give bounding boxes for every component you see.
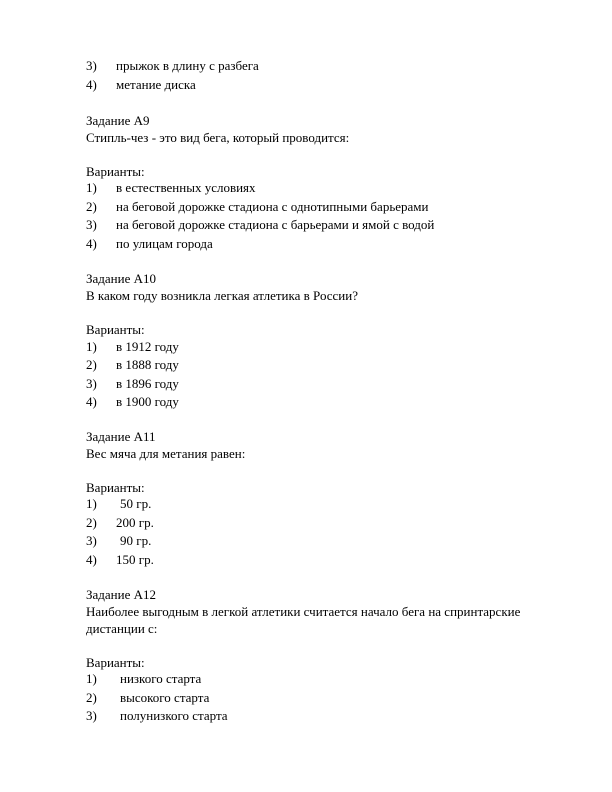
option-text: полунизкого старта <box>120 708 228 723</box>
option-text: высокого старта <box>120 690 210 705</box>
option-item <box>86 671 201 687</box>
option-number: 1) <box>86 671 97 686</box>
option-number: 2) <box>86 199 97 214</box>
task-question: дистанции с: <box>86 621 158 636</box>
option-number: 4) <box>86 552 97 567</box>
option-number: 3) <box>86 217 97 232</box>
option-number: 2) <box>86 515 97 530</box>
task-question: В каком году возникла легкая атлетика в России? <box>86 288 358 303</box>
option-number: 4) <box>86 77 97 92</box>
task-question: Стипль-чез - это вид бега, который проводится: <box>86 130 350 145</box>
option-text: 50 гр. <box>120 496 152 511</box>
option-item <box>86 533 151 549</box>
option-number: 3) <box>86 533 97 548</box>
option-text: метание диска <box>116 77 196 92</box>
option-text: в 1888 году <box>116 357 179 372</box>
option-item <box>86 58 259 74</box>
task-title: Задание А9 <box>86 113 150 128</box>
option-text: по улицам города <box>116 236 213 251</box>
option-item <box>86 394 179 410</box>
option-number: 2) <box>86 357 97 372</box>
variants-label: Варианты: <box>86 480 145 495</box>
option-text: на беговой дорожке стадиона с однотипными барьерами <box>116 199 429 214</box>
option-item <box>86 690 209 706</box>
variants-label: Варианты: <box>86 164 145 179</box>
option-number: 2) <box>86 690 97 705</box>
variants-label: Варианты: <box>86 322 145 337</box>
option-text: 150 гр. <box>116 552 154 567</box>
task-title: Задание А10 <box>86 271 156 286</box>
option-number: 4) <box>86 394 97 409</box>
option-number: 3) <box>86 58 97 73</box>
option-number: 4) <box>86 236 97 251</box>
option-item <box>86 376 179 392</box>
option-number: 3) <box>86 708 97 723</box>
option-item <box>86 515 154 531</box>
option-item <box>86 199 428 215</box>
option-item <box>86 552 154 568</box>
task-title: Задание А12 <box>86 587 156 602</box>
task-question: Наиболее выгодным в легкой атлетики считается начало бега на спринтарские <box>86 604 521 619</box>
option-number: 3) <box>86 376 97 391</box>
option-item <box>86 217 434 233</box>
option-item <box>86 77 196 93</box>
option-item <box>86 496 151 512</box>
option-text: на беговой дорожке стадиона с барьерами и ямой с водой <box>116 217 435 232</box>
option-text: 90 гр. <box>120 533 152 548</box>
option-item <box>86 339 179 355</box>
task-question: Вес мяча для метания равен: <box>86 446 246 461</box>
option-text: в 1896 году <box>116 376 179 391</box>
variants-label: Варианты: <box>86 655 145 670</box>
option-text: низкого старта <box>120 671 202 686</box>
option-text: в 1900 году <box>116 394 179 409</box>
option-text: прыжок в длину с разбега <box>116 58 259 73</box>
option-text: в естественных условиях <box>116 180 256 195</box>
option-item <box>86 357 179 373</box>
option-number: 1) <box>86 496 97 511</box>
option-number: 1) <box>86 339 97 354</box>
option-number: 1) <box>86 180 97 195</box>
option-text: 200 гр. <box>116 515 154 530</box>
option-item <box>86 180 256 196</box>
task-title: Задание А11 <box>86 429 156 444</box>
option-item <box>86 236 213 252</box>
option-item <box>86 708 228 724</box>
option-text: в 1912 году <box>116 339 179 354</box>
